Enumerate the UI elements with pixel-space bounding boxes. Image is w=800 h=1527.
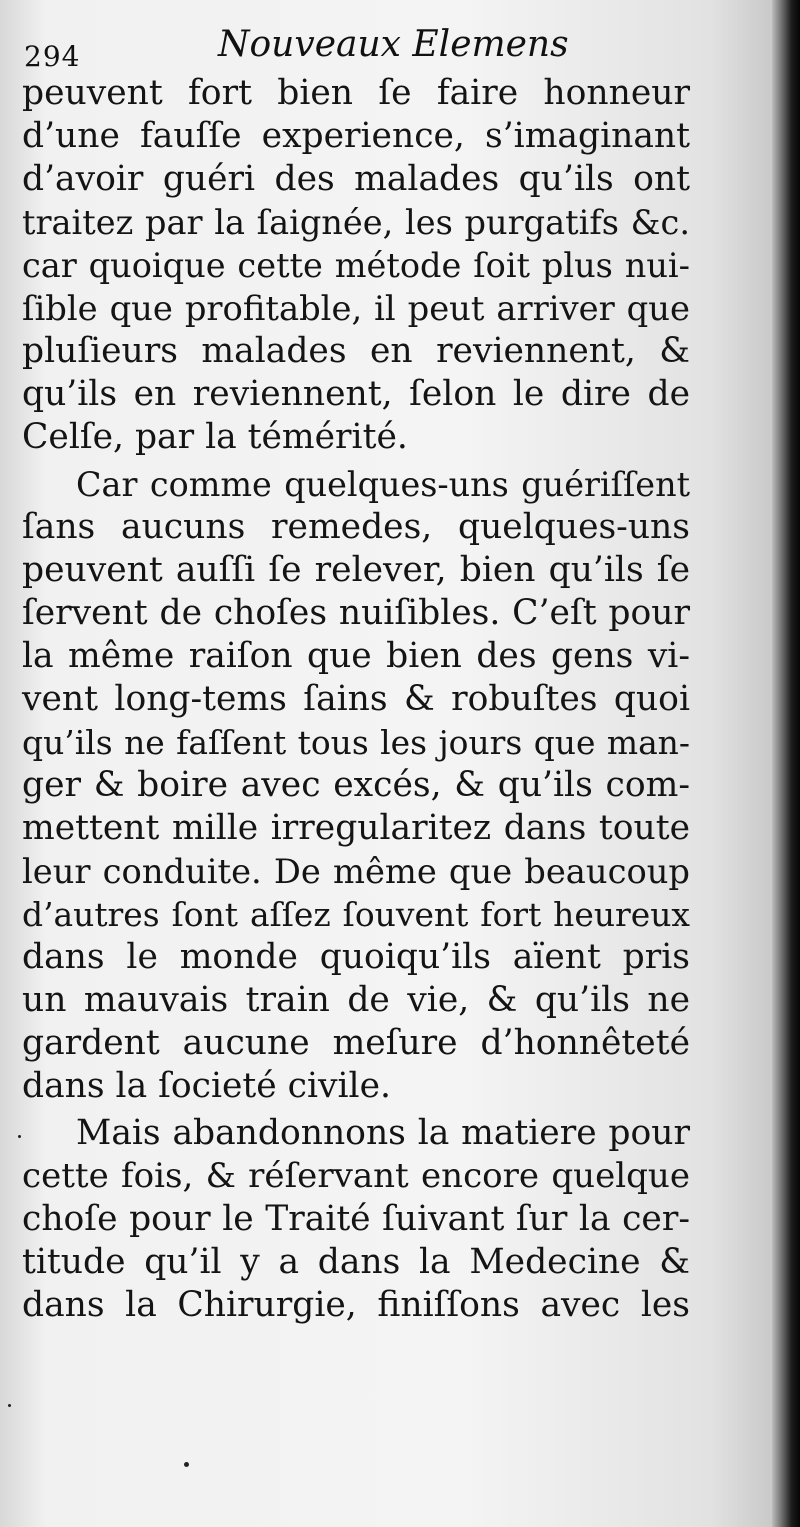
- page-header: [18, 22, 688, 73]
- ink-speck: [8, 1404, 11, 1407]
- text-line: choſe pour le Traité ſuivant ſur la cer-: [22, 1199, 690, 1239]
- text-line: mettent mille irregularitez dans toute: [22, 808, 690, 848]
- text-line: Car comme quelques-uns guériſſent: [76, 465, 690, 504]
- text-line: cette fois, & réſervant encore quelque: [22, 1156, 690, 1196]
- running-title: Nouveaux Elemens: [218, 24, 569, 65]
- binding-gutter: [772, 0, 800, 1527]
- text-line: un mauvais train de vie, & qu’ils ne: [22, 980, 690, 1020]
- text-line: qu’ils en reviennent, ſelon le dire de: [22, 374, 690, 414]
- text-line: peuvent auſſi ſe relever, bien qu’ils ſe: [22, 550, 690, 590]
- text-line: ſible que profitable, il peut arriver que: [22, 289, 690, 328]
- text-line: traitez par la ſaignée, les purgatifs &c.: [22, 203, 690, 242]
- text-line: d’avoir guéri des malades qu’ils ont: [22, 159, 690, 199]
- ink-speck: [184, 1462, 189, 1467]
- text-line: dans la ſocieté civile.: [22, 1066, 391, 1106]
- text-line: titude qu’il y a dans la Medecine &: [22, 1242, 690, 1282]
- text-line: ſans aucuns remedes, quelques-uns: [22, 507, 690, 547]
- paragraph: [22, 1112, 690, 1327]
- text-line: car quoique cette métode ſoit plus nui-: [22, 246, 690, 285]
- text-line: gardent aucune meſure d’honnêteté: [22, 1023, 690, 1063]
- paragraph: [22, 72, 690, 459]
- text-line: Celſe, par la témérité.: [22, 417, 408, 457]
- body-text: [22, 72, 690, 1327]
- text-line: leur conduite. De même que beaucoup: [22, 852, 690, 891]
- text-line: Mais abandonnons la matiere pour: [76, 1113, 690, 1153]
- paragraph: [22, 463, 690, 1108]
- page-number: 294: [24, 40, 81, 73]
- text-line: qu’ils ne faſſent tous les jours que man-: [22, 723, 690, 762]
- ink-speck: [18, 1135, 21, 1138]
- text-line: dans le monde quoiqu’ils aïent pris: [22, 937, 690, 977]
- text-line: pluſieurs malades en reviennent, &: [22, 331, 690, 371]
- text-line: dans la Chirurgie, finiſſons avec les: [22, 1285, 690, 1325]
- text-line: d’autres ſont aſſez ſouvent fort heureux: [22, 895, 690, 934]
- text-line: d’une fauſſe experience, s’imaginant: [22, 116, 690, 156]
- text-line: peuvent fort bien ſe faire honneur: [22, 73, 690, 113]
- text-line: ger & boire avec excés, & qu’ils com-: [22, 765, 690, 805]
- text-line: la même raiſon que bien des gens vi-: [22, 636, 690, 676]
- text-line: vent long-tems ſains & robuſtes quoi: [22, 679, 690, 719]
- text-line: ſervent de choſes nuiſibles. C’eſt pour: [22, 593, 690, 633]
